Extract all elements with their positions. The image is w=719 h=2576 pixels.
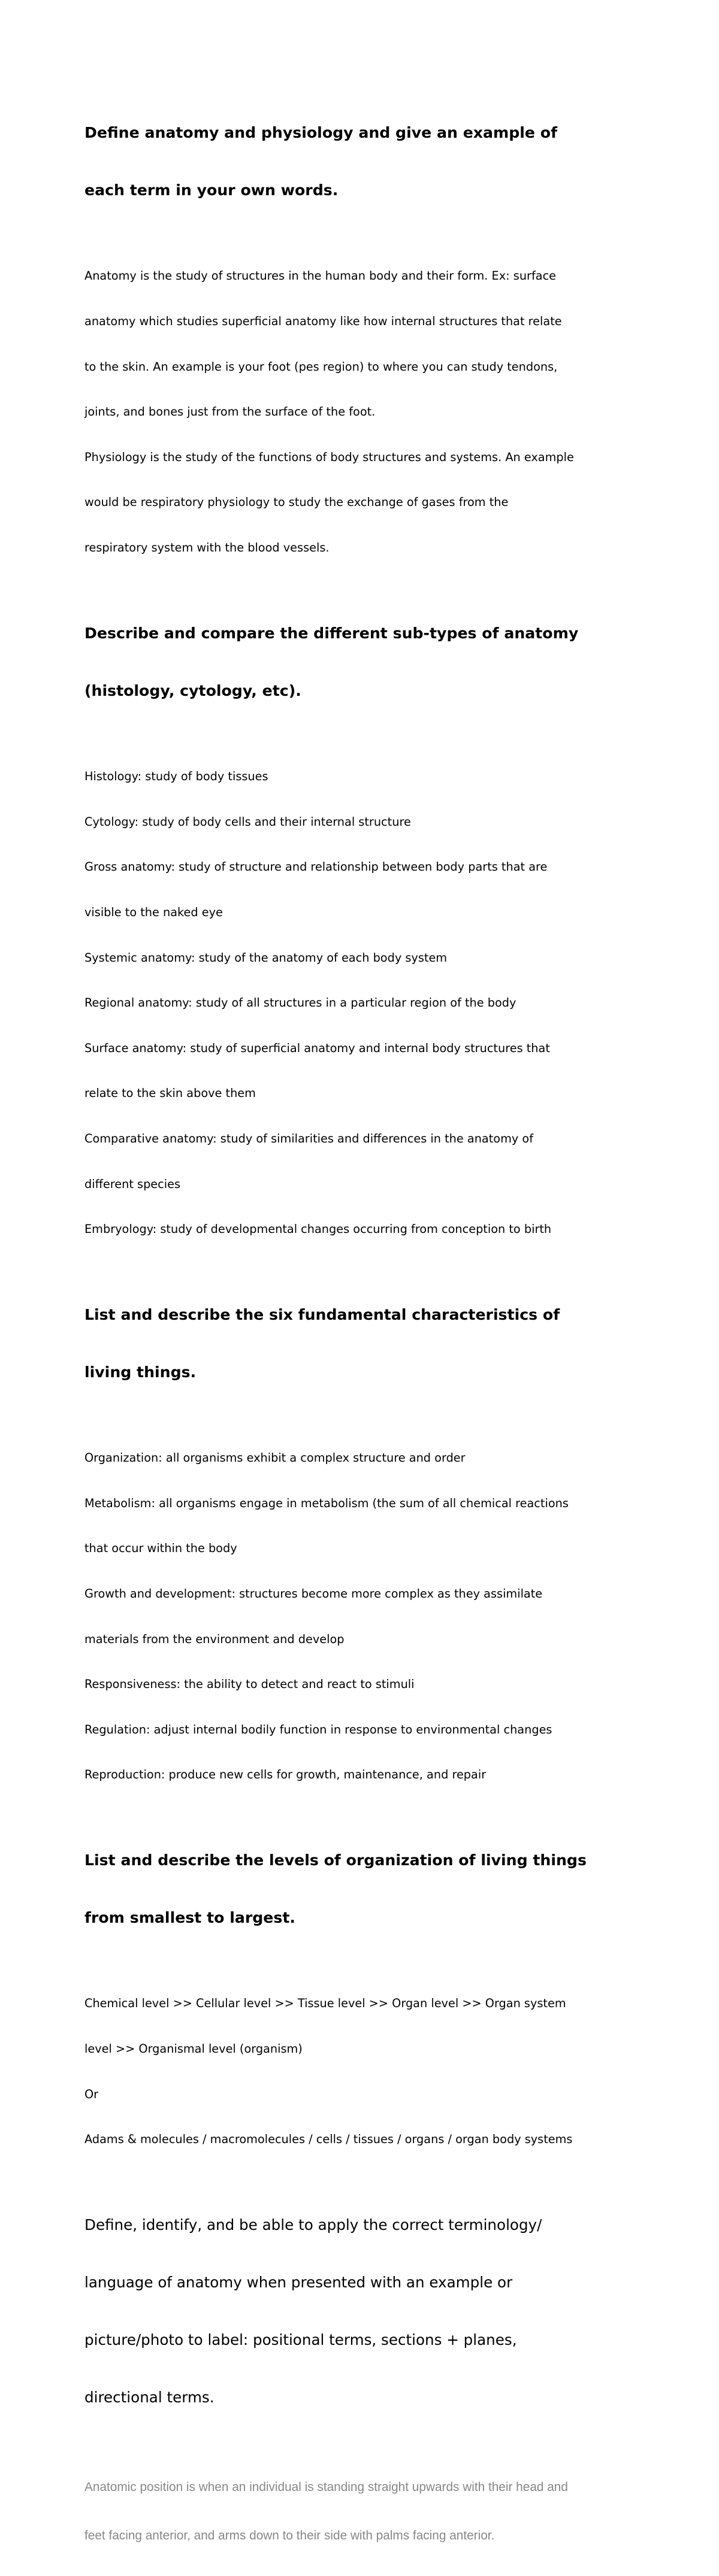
- heading-line: language of anatomy when presented with an example or: [84, 2273, 513, 2291]
- body-line: Systemic anatomy: study of the anatomy of each body system: [84, 950, 448, 965]
- body-line: Regulation: adjust internal bodily function in response to environmental changes: [84, 1722, 552, 1736]
- heading-line: List and describe the six fundamental characteristics of: [84, 1305, 560, 1323]
- body-line: that occur within the body: [84, 1541, 237, 1556]
- body-line: relate to the skin above them: [84, 1086, 256, 1101]
- heading-line: living things.: [84, 1363, 197, 1381]
- body-line: to the skin. An example is your foot (pes region) to where you can study tendons,: [84, 359, 558, 374]
- section-heading: [84, 2177, 636, 2445]
- heading-line: each term in your own words.: [84, 181, 339, 199]
- body-line: Comparative anatomy: study of similarities and differences in the anatomy of: [84, 1131, 534, 1145]
- body-line: Regional anatomy: study of all structures in a particular region of the body: [84, 996, 516, 1010]
- body-line: Gross anatomy: study of structure and relationship between body parts that are: [84, 860, 548, 874]
- heading-line: Describe and compare the different sub-types of anatomy: [84, 624, 579, 642]
- section-terminology: [84, 2177, 636, 2576]
- section-heading: [84, 85, 636, 238]
- body-line: Surface anatomy: study of superficial anatomy and internal body structures that: [84, 1041, 550, 1055]
- body-line: joints, and bones just from the surface of the foot.: [84, 405, 376, 419]
- body-line: Physiology is the study of the functions of body structures and systems. An example: [84, 450, 574, 464]
- body-line: materials from the environment and develop: [84, 1632, 345, 1646]
- body-line: Organization: all organisms exhibit a complex structure and order: [84, 1451, 466, 1465]
- section-levels-of-organization: [84, 1813, 636, 2177]
- body-line: Chemical level >> Cellular level >> Tissue level >> Organ level >> Organ system: [84, 1996, 566, 2011]
- heading-line: List and describe the levels of organization of living things: [84, 1851, 587, 1869]
- section-body: [84, 1420, 636, 1813]
- body-line: Anatomic position is when an individual is standing straight upwards with their head and: [84, 2480, 568, 2494]
- section-characteristics-of-living-things: [84, 1267, 636, 1813]
- section-heading: [84, 586, 636, 739]
- body-line: Or: [84, 2087, 99, 2101]
- body-line: Embryology: study of developmental changes occurring from conception to birth: [84, 1222, 552, 1237]
- body-line: Metabolism: all organisms engage in metabolism (the sum of all chemical reactions: [84, 1496, 569, 1510]
- section-heading: [84, 1267, 636, 1420]
- heading-line: from smallest to largest.: [84, 1909, 295, 1927]
- section-subtypes-of-anatomy: [84, 586, 636, 1267]
- body-line: would be respiratory physiology to study the exchange of gases from the: [84, 495, 509, 510]
- heading-line: directional terms.: [84, 2388, 215, 2406]
- body-line: anatomy which studies superficial anatomy like how internal structures that relate: [84, 314, 562, 329]
- body-line: Reproduction: produce new cells for growth, maintenance, and repair: [84, 1768, 487, 1782]
- heading-line: Define, identify, and be able to apply the correct terminology/: [84, 2216, 542, 2233]
- heading-line: Define anatomy and physiology and give an example of: [84, 124, 558, 141]
- section-body: [84, 238, 636, 586]
- body-line: respiratory system with the blood vessels.: [84, 541, 330, 555]
- section-anatomy-physiology: [84, 85, 636, 586]
- body-line: visible to the naked eye: [84, 905, 223, 919]
- section-body: [84, 1966, 636, 2177]
- body-line: feet facing anterior, and arms down to their side with palms facing anterior.: [84, 2528, 495, 2542]
- document-content: [84, 85, 636, 2576]
- heading-line: (histology, cytology, etc).: [84, 681, 301, 699]
- section-heading: [84, 1813, 636, 1966]
- body-line: level >> Organismal level (organism): [84, 2042, 303, 2056]
- body-line: Growth and development: structures become more complex as they assimilate: [84, 1587, 543, 1601]
- body-line: different species: [84, 1177, 181, 1191]
- body-line: Histology: study of body tissues: [84, 769, 268, 784]
- body-line: Anatomy is the study of structures in the human body and their form. Ex: surface: [84, 269, 557, 283]
- heading-line: picture/photo to label: positional terms, sections + planes,: [84, 2330, 517, 2348]
- body-line: Responsiveness: the ability to detect and react to stimuli: [84, 1677, 415, 1692]
- anatomic-position-paragraph: [84, 2447, 636, 2576]
- body-line: Cytology: study of body cells and their internal structure: [84, 814, 411, 829]
- section-body: [84, 739, 636, 1267]
- body-line: Adams & molecules / macromolecules / cells / tissues / organs / organ body systems: [84, 2132, 573, 2147]
